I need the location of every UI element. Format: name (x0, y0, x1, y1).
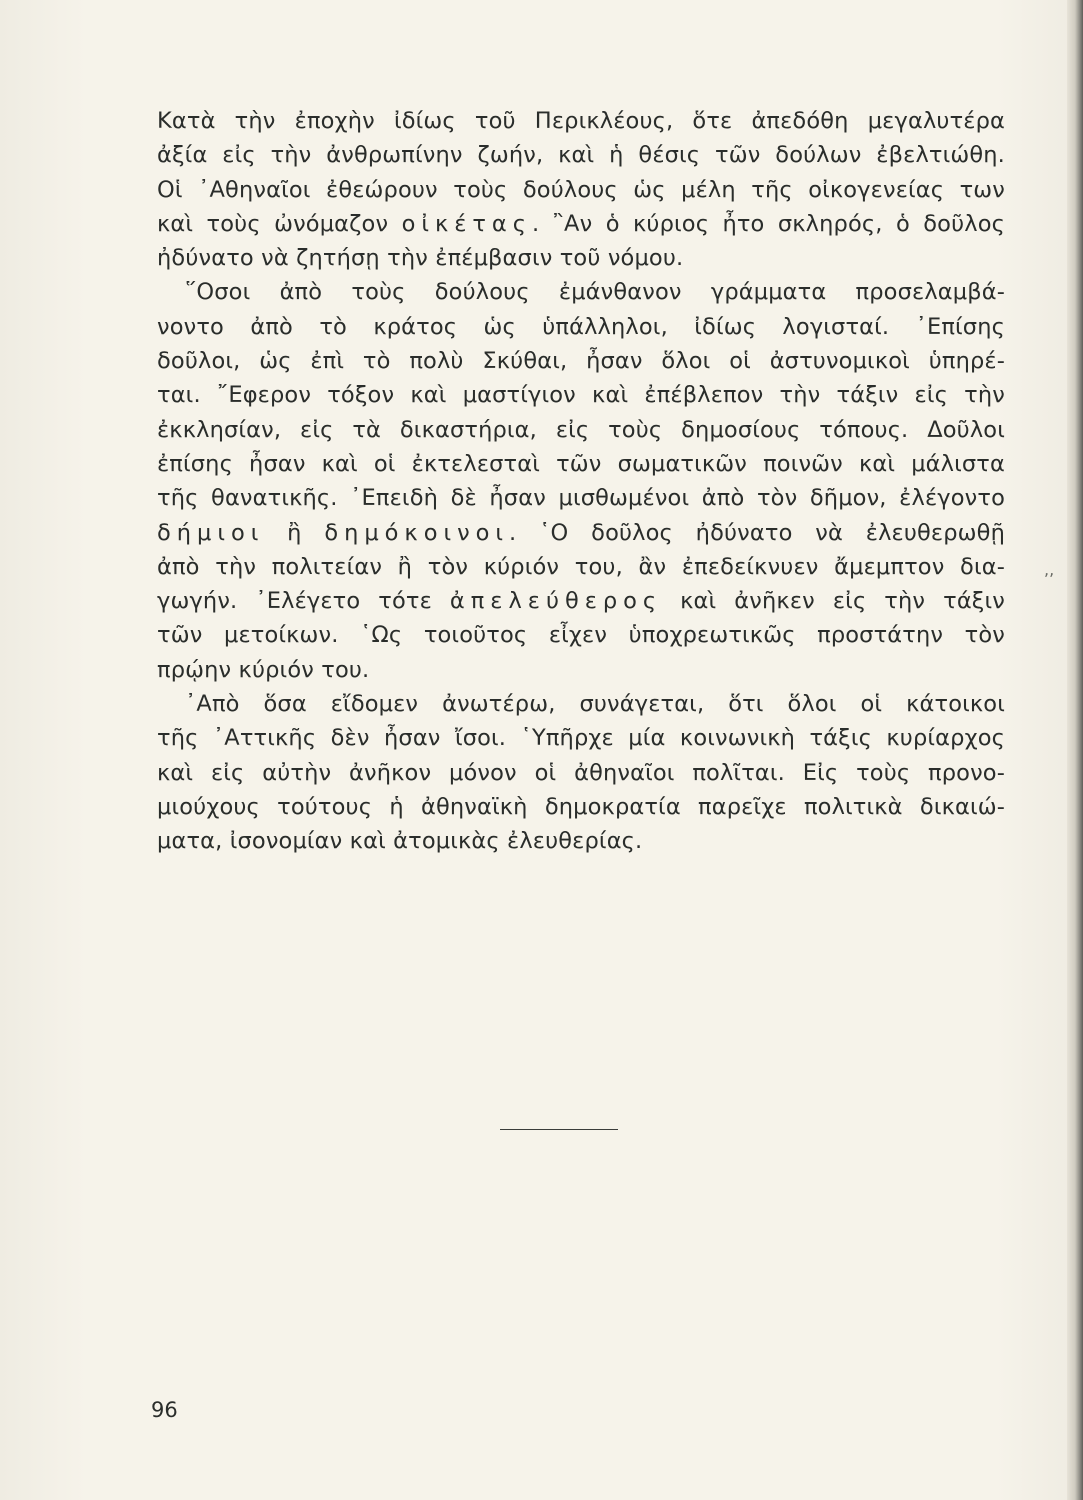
text-line: ῞Οσοι ἀπὸ τοὺς δούλους ἐμάνθανον γράμματα προσελαμβά- (185, 279, 1005, 306)
text-line: καὶ εἰς αὐτὴν ἀνῆκον μόνον οἱ ἀθηναῖοι πολῖται. Εἰς τοὺς προνο- (157, 759, 1005, 786)
text-line: νοντο ἀπὸ τὸ κράτος ὡς ὑπάλληλοι, ἰδίως λογισταί. ᾿Επίσης (157, 313, 1005, 340)
text-line: ἀπὸ τὴν πολιτείαν ἢ τὸν κύριόν του, ἂν ἐπεδείκνυεν ἄμεμπτον δια- (157, 553, 1005, 580)
text-line: τῆς θανατικῆς. ᾿Επειδὴ δὲ ἦσαν μισθωμένοι ἀπὸ τὸν δῆμον, ἐλέγοντο (157, 485, 1005, 512)
text-line: καὶ τοὺς ὠνόμαζον οἰκέτας. ῍Αν ὁ κύριος ἦτο σκληρός, ὁ δοῦλος (157, 210, 1005, 237)
text-line: τῆς ᾿Αττικῆς δὲν ἦσαν ἴσοι. ῾Υπῆρχε μία κοινωνικὴ τάξις κυρίαρχος (157, 725, 1005, 752)
text-line: ται. ῎Εφερον τόξον καὶ μαστίγιον καὶ ἐπέβλεπον τὴν τάξιν εἰς τὴν (157, 382, 1005, 409)
page-number: 96 (151, 1398, 178, 1422)
spaced-term: ἀπελεύθερος (449, 588, 663, 615)
text-line: μιούχους τούτους ἡ ἀθηναϊκὴ δημοκρατία παρεῖχε πολιτικὰ δικαιώ- (157, 793, 1005, 820)
text-line: Κατὰ τὴν ἐποχὴν ἰδίως τοῦ Περικλέους, ὅτε ἀπεδόθη μεγαλυτέρα (157, 108, 1005, 134)
page-edge-shadow (1067, 0, 1083, 1500)
text-line: ἠδύνατο νὰ ζητήσῃ τὴν ἐπέμβασιν τοῦ νόμου. (157, 245, 684, 272)
text-line: τῶν μετοίκων. ῾Ως τοιοῦτος εἶχεν ὑποχρεωτικῶς προστάτην τὸν (157, 622, 1005, 649)
body-text (157, 104, 1005, 859)
text-line: πρῴην κύριόν του. (157, 656, 370, 683)
text-line: ἐπίσης ἦσαν καὶ οἱ ἐκτελεσταὶ τῶν σωματικῶν ποινῶν καὶ μάλιστα (157, 450, 1005, 477)
margin-mark: ,, (1044, 560, 1055, 579)
text-line: ἀξία εἰς τὴν ἀνθρωπίνην ζωήν, καὶ ἡ θέσις τῶν δούλων ἐβελτιώθη. (157, 142, 1005, 169)
text-line: δοῦλοι, ὡς ἐπὶ τὸ πολὺ Σκύθαι, ἦσαν ὅλοι οἱ ἀστυνομικοὶ ὑπηρέ- (157, 348, 1005, 375)
text-line: ἐκκλησίαν, εἰς τὰ δικαστήρια, εἰς τοὺς δημοσίους τόπους. Δοῦλοι (157, 416, 1005, 443)
text-line: ᾿Απὸ ὅσα εἴδομεν ἀνωτέρω, συνάγεται, ὅτι ὅλοι οἱ κάτοικοι (185, 691, 1005, 718)
text-line: Οἱ ᾿Αθηναῖοι ἐθεώρουν τοὺς δούλους ὡς μέλη τῆς οἰκογενείας των (157, 176, 1005, 203)
text-line: γωγήν. ᾿Ελέγετο τότε ἀπελεύθερος καὶ ἀνῆκεν εἰς τὴν τάξιν (157, 588, 1005, 615)
section-divider (500, 1129, 618, 1130)
text-line: ματα, ἰσονομίαν καὶ ἀτομικὰς ἐλευθερίας. (157, 828, 643, 855)
spaced-term: δήμιοι (157, 519, 265, 546)
spaced-term: οἰκέτας (401, 210, 532, 237)
spaced-term: δημόκοινοι (324, 519, 510, 546)
text-line: δήμιοι ἢ δημόκοινοι. ῾Ο δοῦλος ἠδύνατο νὰ ἐλευθερωθῇ (157, 519, 1005, 546)
